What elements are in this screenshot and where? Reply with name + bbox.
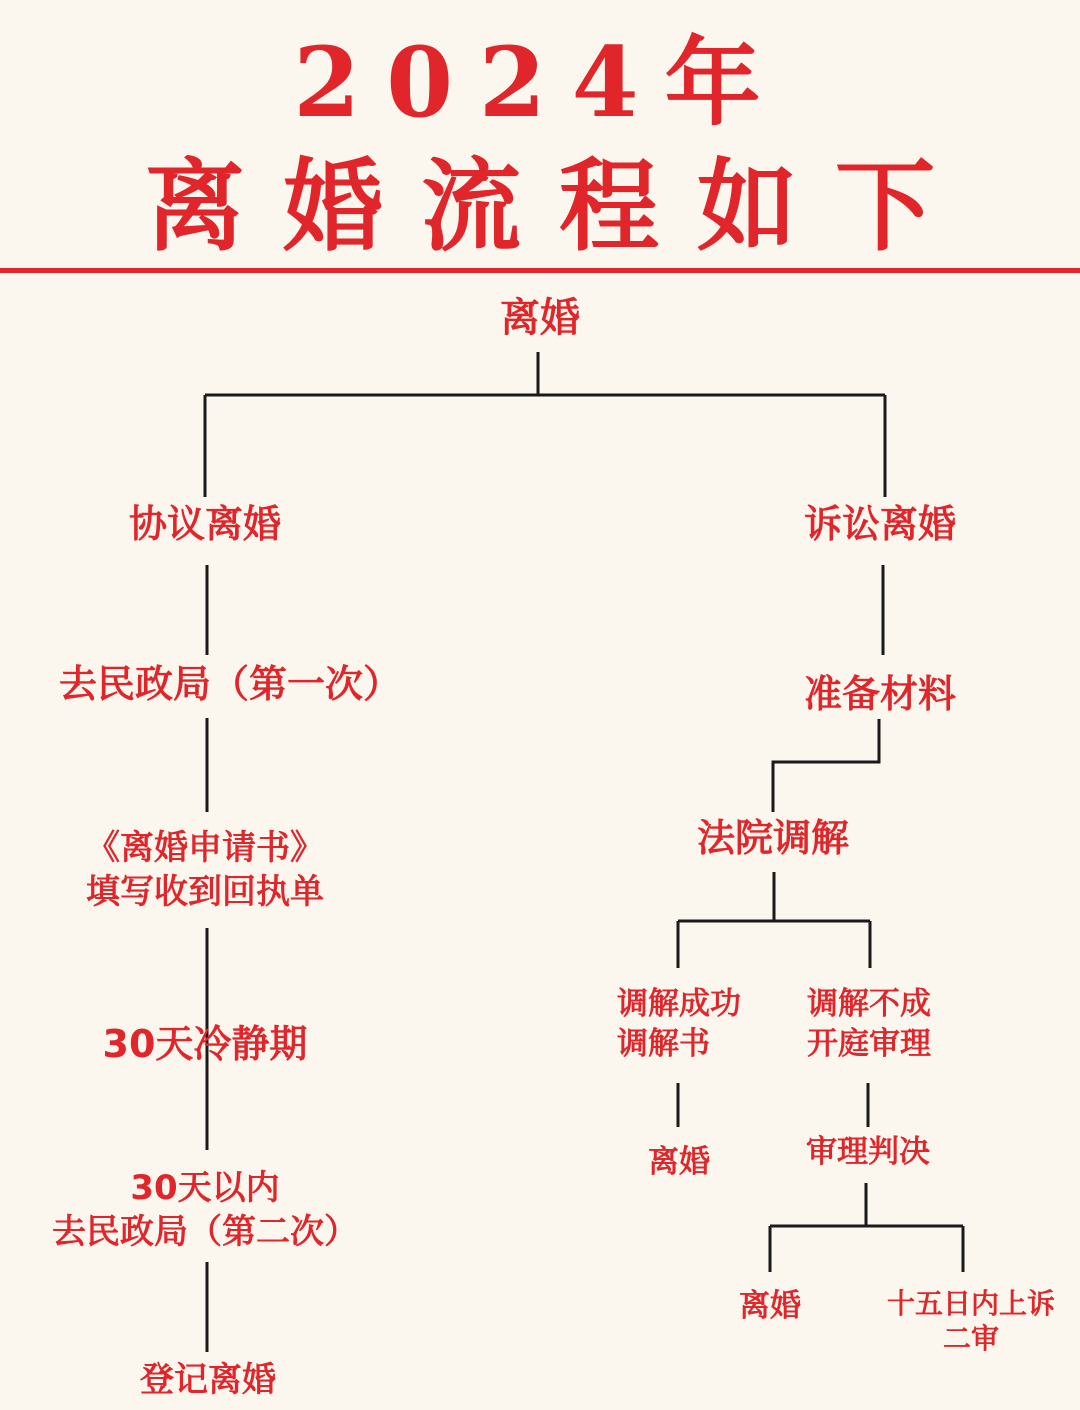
node-success-result: 离婚 <box>644 1142 714 1182</box>
node-agreement-step5: 登记离婚 <box>136 1358 280 1402</box>
node-appeal <box>883 1286 1059 1356</box>
title-year: 2024年 <box>293 26 787 139</box>
node-mediation-success-line1: 调解成功 <box>617 986 741 1022</box>
node-appeal-line2: 二审 <box>942 1322 1000 1355</box>
node-judgment: 审理判决 <box>802 1132 934 1172</box>
node-judgment-result: 离婚 <box>735 1286 805 1326</box>
node-litigation-step2: 法院调解 <box>693 814 853 863</box>
node-mediation-fail-line2: 开庭审理 <box>807 1026 931 1063</box>
node-agreement-step4-line2: 去民政局（第二次） <box>52 1212 358 1253</box>
node-mediation-fail-line1: 调解不成 <box>807 986 931 1022</box>
node-agreement-step2-line2: 填写收到回执单 <box>86 872 324 913</box>
node-agreement-step4 <box>48 1166 362 1254</box>
node-root: 离婚 <box>496 292 584 344</box>
node-agreement-step3: 30天冷静期 <box>102 1022 308 1066</box>
node-agreement-step2 <box>82 826 328 914</box>
node-litigation: 诉讼离婚 <box>800 500 960 549</box>
node-mediation-fail <box>803 984 935 1065</box>
node-mediation-success <box>613 984 745 1065</box>
node-agreement-step4-line1: 30天以内 <box>130 1168 280 1208</box>
node-mediation-success-line2: 调解书 <box>617 1026 710 1063</box>
node-agreement: 协议离婚 <box>125 500 285 549</box>
node-agreement-step1: 去民政局（第一次） <box>55 660 405 709</box>
connector-step1-step2 <box>773 718 879 812</box>
title-main: 离婚流程如下 <box>145 147 973 265</box>
node-appeal-line1: 十五日内上诉 <box>886 1287 1056 1320</box>
node-litigation-step1: 准备材料 <box>800 670 960 719</box>
node-agreement-step2-line1: 《离婚申请书》 <box>86 828 324 868</box>
